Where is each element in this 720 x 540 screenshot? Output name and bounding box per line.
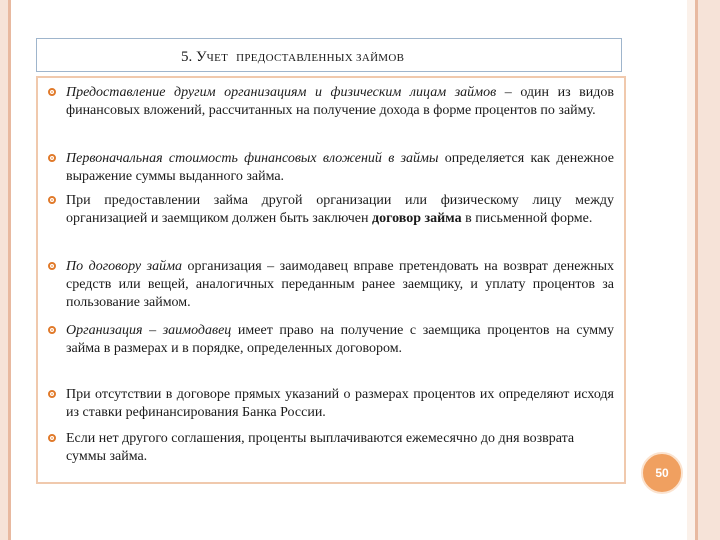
bullet-icon xyxy=(48,262,56,270)
item-6-text: При отсутствии в договоре прямых указаний о размерах процентов их определяют исходя из ставки рефинансирования Банка России. xyxy=(66,387,614,420)
item-2-lead: Первоначальная стоимость финансовых вложений в займы xyxy=(66,151,439,166)
left-decor-stripe xyxy=(0,0,8,540)
bullet-icon xyxy=(48,196,56,204)
item-4-text: организация – заимодавец вправе претендовать на возврат денежных средств или вещей, аналогичных переданным ранее заемщику, и уплату процентов за пользование займом. xyxy=(66,259,614,310)
item-1-lead: Предоставление другим организациям и физическим лицам займов – xyxy=(66,85,512,100)
item-5-lead: Организация – заимодавец xyxy=(66,323,232,338)
list-item xyxy=(66,322,614,358)
bullet-icon xyxy=(48,434,56,442)
slide-title xyxy=(181,49,404,65)
bullet-icon xyxy=(48,326,56,334)
bullet-icon xyxy=(48,390,56,398)
title-part-1: ЧЕТ xyxy=(206,52,229,64)
content-box xyxy=(36,76,626,484)
list-item xyxy=(66,430,614,466)
item-2-text: определяется как денежное выражение суммы выданного займа. xyxy=(66,151,615,184)
list-item xyxy=(66,150,614,186)
title-part-2: ПРЕДОСТАВЛЕННЫХ ЗАЙМОВ xyxy=(236,52,405,64)
item-1-text: один из видов финансовых вложений, рассчитанных на получение дохода в форме процентов по займу. xyxy=(66,85,615,118)
right-decor-stripe xyxy=(698,0,720,540)
page-number-badge: 50 xyxy=(641,452,683,494)
item-4-lead: По договору займа xyxy=(66,259,183,274)
title-prefix: 5. У xyxy=(181,49,207,65)
list-item xyxy=(66,386,614,422)
bullet-icon xyxy=(48,88,56,96)
item-7-text: Если нет другого соглашения, проценты выплачиваются ежемесячно до дня возврата суммы займа. xyxy=(66,431,575,464)
list-item xyxy=(66,84,614,120)
slide-title-box xyxy=(36,38,622,72)
list-item xyxy=(66,258,614,312)
item-3-text: При предоставлении займа другой организации или физическому лицу между организацией и заемщиком должен быть заключен xyxy=(66,193,614,226)
bullet-icon xyxy=(48,154,56,162)
list-item xyxy=(66,192,614,228)
item-3-tail: в письменной форме. xyxy=(461,211,593,226)
item-3-bold: договор займа xyxy=(372,211,462,226)
right-decor-stripe-light xyxy=(687,0,695,540)
left-decor-line xyxy=(8,0,11,540)
item-5-text: имеет право на получение с заемщика процентов на сумму займа в размерах и в порядке, определенных договором. xyxy=(66,323,614,356)
